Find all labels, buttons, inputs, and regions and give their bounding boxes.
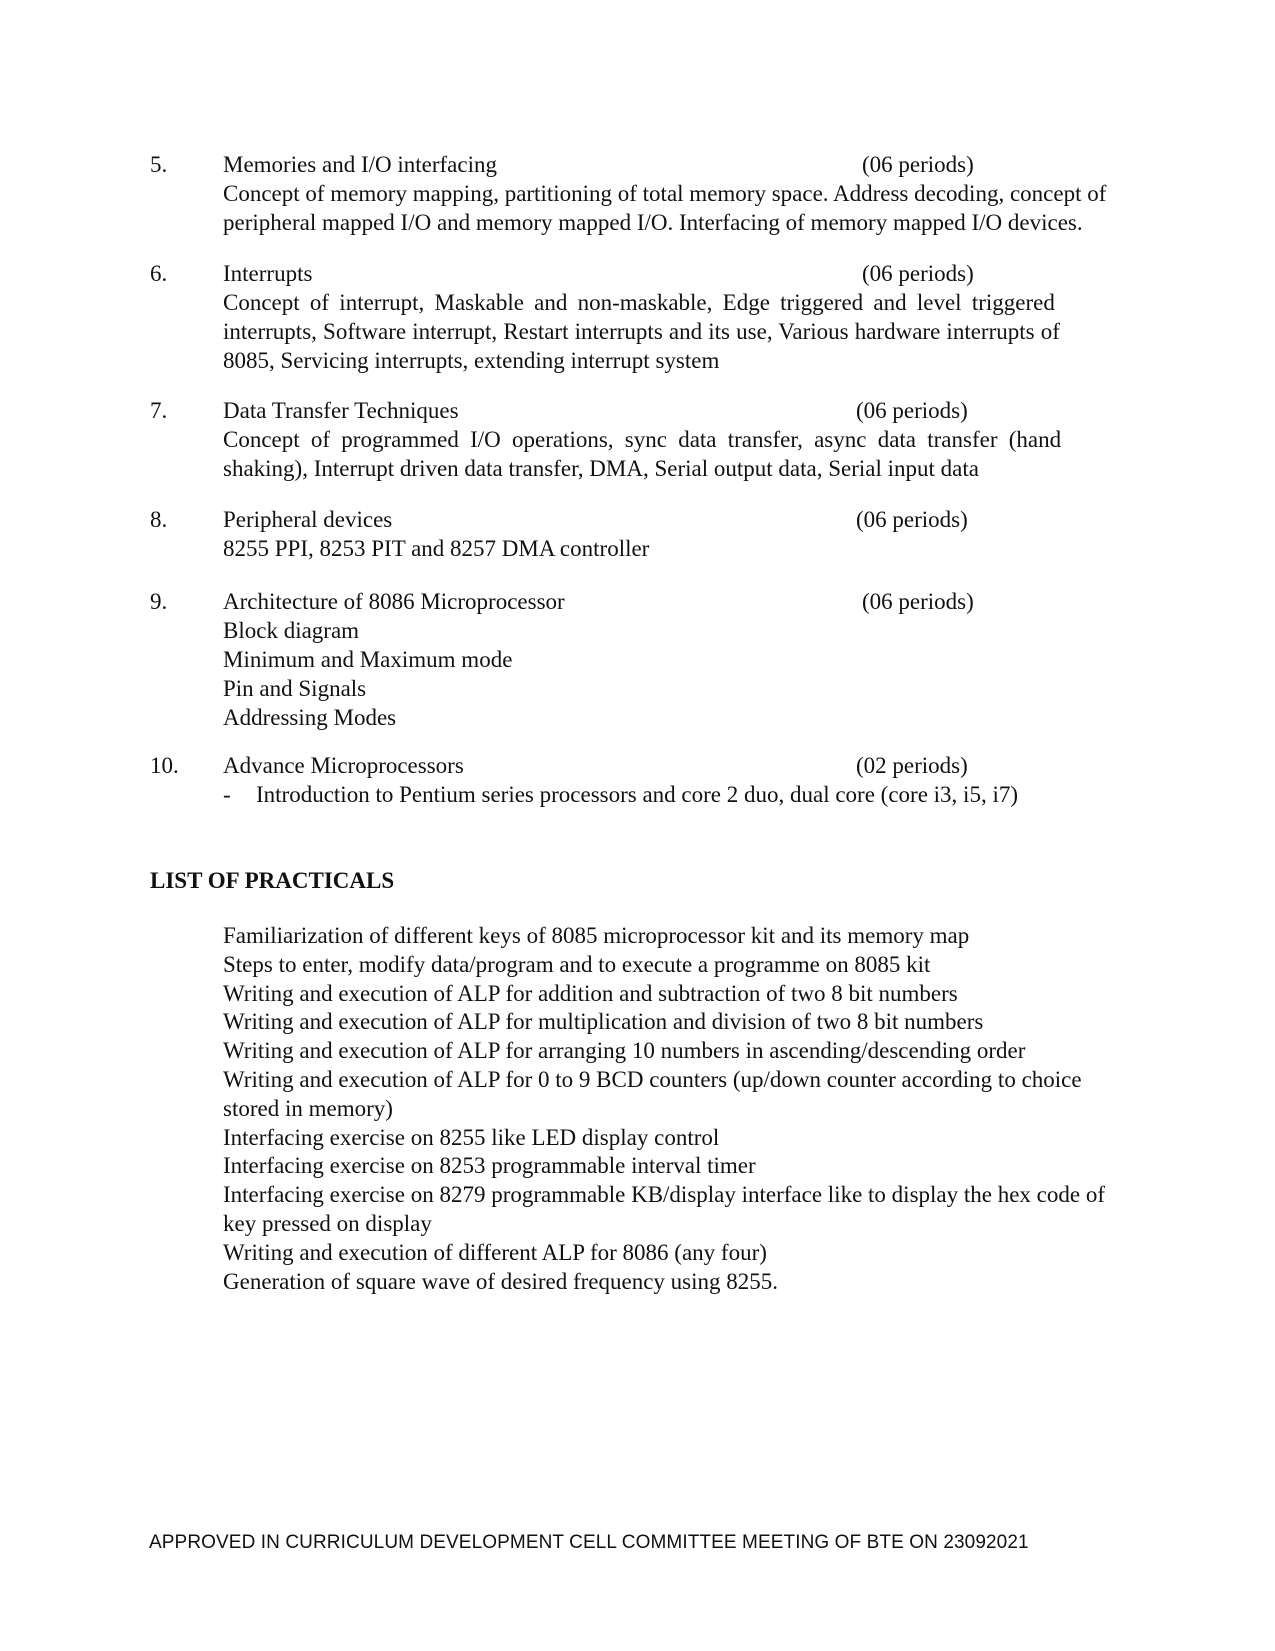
practical-item: Writing and execution of ALP for 0 to 9 BCD counters (up/down counter according to choice stored in memory) — [223, 1066, 1082, 1121]
practical-item: Interfacing exercise on 8279 programmable KB/display interface like to display the hex code of key pressed on display — [223, 1182, 1105, 1236]
description-line: interrupts, Software interrupt, Restart interrupts and its use, Various hardware interrupts of — [223, 319, 1060, 344]
unit-description — [223, 616, 1143, 732]
description-line: Concept of programmed I/O operations, sync data transfer, async data transfer (hand — [223, 427, 1062, 452]
unit-description — [223, 288, 1143, 375]
practical-item: Steps to enter, modify data/program and to execute a programme on 8085 kit — [223, 951, 931, 977]
unit-description — [223, 534, 1143, 563]
description-line — [223, 780, 1143, 809]
description-line: peripheral mapped I/O and memory mapped I/O. Interfacing of memory mapped I/O devices. — [223, 210, 1083, 235]
practical-item: Generation of square wave of desired frequency using 8255. — [223, 1268, 778, 1294]
unit-description — [223, 780, 1143, 809]
description-line: shaking), Interrupt driven data transfer, DMA, Serial output data, Serial input data — [223, 456, 979, 481]
practicals-list — [223, 922, 1143, 1296]
unit-periods: (06 periods) — [856, 507, 968, 532]
practical-item: Writing and execution of ALP for arranging 10 numbers in ascending/descending order — [223, 1038, 1026, 1064]
unit-periods: (06 periods) — [862, 589, 974, 614]
dash-bullet: - — [223, 782, 231, 807]
unit-number: 9. — [150, 589, 168, 614]
practical-item: Familiarization of different keys of 8085 microprocessor kit and its memory map — [223, 923, 970, 948]
unit-periods: (06 periods) — [856, 398, 968, 423]
practical-item: Writing and execution of ALP for addition and subtraction of two 8 bit numbers — [223, 980, 958, 1006]
description-text: Introduction to Pentium series processors and core 2 duo, dual core (core i3, i5, i7) — [256, 782, 1018, 807]
topic-line: Block diagram — [223, 618, 360, 643]
unit-title: Advance Microprocessors — [223, 753, 464, 778]
unit-number: 10. — [150, 753, 179, 778]
unit-number: 8. — [150, 507, 168, 532]
description-line: 8255 PPI, 8253 PIT and 8257 DMA controller — [223, 536, 650, 561]
topic-line: Pin and Signals — [223, 676, 367, 701]
practical-item: Writing and execution of ALP for multiplication and division of two 8 bit numbers — [223, 1009, 984, 1035]
approval-footer: APPROVED IN CURRICULUM DEVELOPMENT CELL COMMITTEE MEETING OF BTE ON 23092021 — [149, 1532, 1029, 1553]
practical-item: Interfacing exercise on 8253 programmable interval timer — [223, 1153, 756, 1179]
description-line: Concept of memory mapping, partitioning of total memory space. Address decoding, concept of — [223, 181, 1107, 206]
topic-line: Minimum and Maximum mode — [223, 647, 513, 672]
unit-title: Data Transfer Techniques — [223, 398, 459, 423]
unit-description — [223, 425, 1143, 483]
unit-periods: (06 periods) — [862, 261, 974, 286]
unit-description — [223, 179, 1183, 237]
topic-line: Addressing Modes — [223, 705, 397, 730]
practical-item: Interfacing exercise on 8255 like LED display control — [223, 1124, 720, 1150]
description-line: Concept of interrupt, Maskable and non-maskable, Edge triggered and level triggered — [223, 290, 1055, 315]
unit-number: 5. — [150, 152, 168, 177]
unit-number: 6. — [150, 261, 168, 286]
unit-periods: (02 periods) — [856, 753, 968, 778]
description-line: 8085, Servicing interrupts, extending interrupt system — [223, 348, 720, 373]
unit-title: Peripheral devices — [223, 507, 393, 532]
practical-item: Writing and execution of different ALP for 8086 (any four) — [223, 1239, 767, 1265]
unit-periods: (06 periods) — [862, 152, 974, 177]
unit-number: 7. — [150, 398, 168, 423]
unit-title: Memories and I/O interfacing — [223, 152, 497, 177]
practicals-heading: LIST OF PRACTICALS — [150, 868, 395, 893]
unit-title: Interrupts — [223, 261, 313, 286]
unit-title: Architecture of 8086 Microprocessor — [223, 589, 565, 614]
